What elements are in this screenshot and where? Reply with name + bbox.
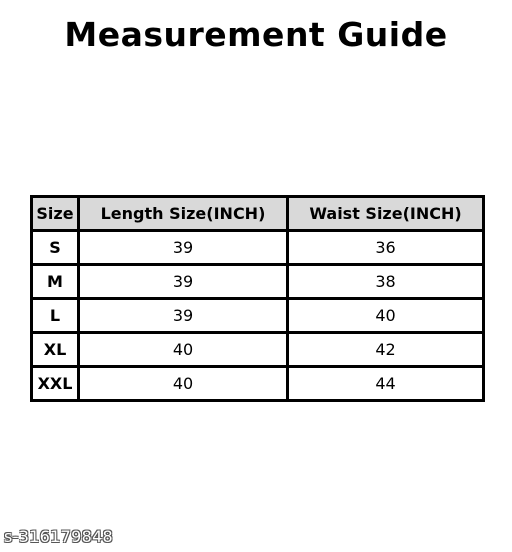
header-waist-size: Waist Size(INCH) [288,197,484,231]
table-row [32,367,484,401]
length-cell: 39 [79,265,288,299]
table-row [32,265,484,299]
header-length-size: Length Size(INCH) [79,197,288,231]
waist-cell: 42 [288,333,484,367]
waist-cell: 44 [288,367,484,401]
length-cell: 40 [79,367,288,401]
measurement-table [30,195,485,402]
size-cell: L [32,299,79,333]
waist-cell: 36 [288,231,484,265]
watermark-text: s-316179848 [4,527,114,546]
size-cell: XL [32,333,79,367]
size-cell: XXL [32,367,79,401]
table-row [32,231,484,265]
waist-cell: 40 [288,299,484,333]
size-cell: S [32,231,79,265]
header-size: Size [32,197,79,231]
length-cell: 39 [79,231,288,265]
length-cell: 39 [79,299,288,333]
length-cell: 40 [79,333,288,367]
table-row [32,333,484,367]
table-row [32,299,484,333]
page-title: Measurement Guide [64,15,448,54]
waist-cell: 38 [288,265,484,299]
table-header-row [32,197,484,231]
size-cell: M [32,265,79,299]
